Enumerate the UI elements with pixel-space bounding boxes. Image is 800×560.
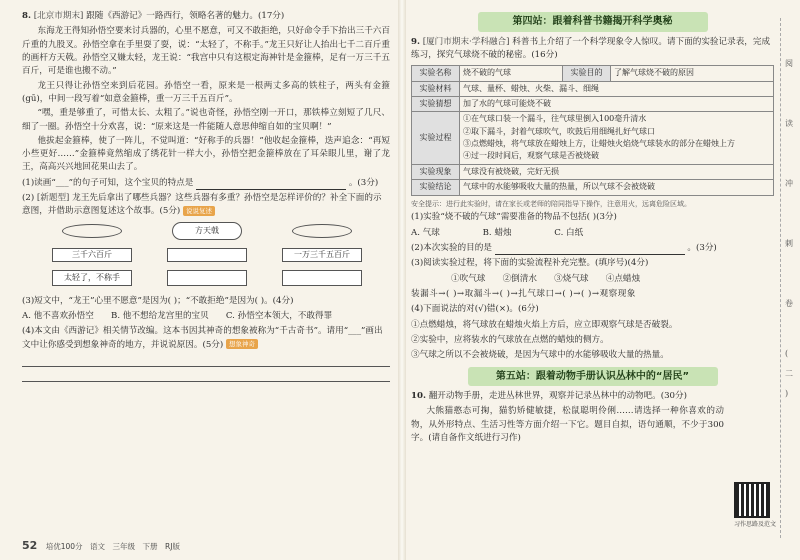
q9-3-flow: 装漏斗→( )→取漏斗→( )→扎气球口→( )→( )→观察现象	[411, 289, 636, 300]
side-tab: 阅 读 冲 刺 卷 ( 二 )	[780, 18, 798, 538]
q8-1: (1)读画“___”的句子可知，这个宝贝的特点是 。(3分)	[22, 177, 390, 190]
experiment-table: 实验名称 烧不破的气球 实验目的 了解气球烧不破的原因 实验材料 气球、量杯、蜡烛、火柴、漏斗、细绳 实验猜想 加了水的气球可能烧不破 实验过程 ①在气球口装一个漏斗，往气球里倒入100毫升清水 ②取下漏斗，封着气球吹气，吹鼓后用细绳扎好气球口 ③点燃蜡烛，将气球放在蜡烛上方，让蜡烛火焰烧气球装水的部分在蜡烛上方 ④过一段时间后，观察气球是否被烧破 实验现象 气球没有被烧破，完好无损 实验结论 气球中的水能够吸收大量的热量，所以气球不会被烧破	[411, 65, 774, 196]
q9-3-options: ①吹气球 ②倒清水 ③烧气球 ④点蜡烛	[451, 273, 641, 284]
q10-header: 10. 翻开动物手册，走进丛林世界，观察并记录丛林中的动物吧。(30分)	[411, 391, 687, 402]
diagram-right-top: 一万三千五百斤	[282, 248, 362, 262]
station-4-banner: 第四站：跟着科普书籍揭开科学奥秘	[478, 12, 708, 32]
diagram-right-bottom[interactable]	[282, 270, 362, 286]
q9-1: (1)实验“烧不破的气球”需要准备的物品不包括( )(3分)	[411, 212, 617, 223]
q8-3: (3)短文中，“龙王”心里不愿意”是因为( )；“不敢拒绝”是因为( )。(4分)	[22, 295, 294, 306]
process-cell: ①在气球口装一个漏斗，往气球里倒入100毫升清水 ②取下漏斗，封着气球吹气，吹鼓后用细绳扎好气球口 ③点燃蜡烛，将气球放在蜡烛上方，让蜡烛火焰烧气球装水的部分在蜡烛上方 ④过一段时间后，观察气球是否被烧破	[460, 112, 774, 165]
diagram-ellipse-right[interactable]	[292, 224, 352, 238]
diagram-mid-top[interactable]	[167, 248, 247, 262]
diagram-left-top: 三千六百斤	[52, 248, 132, 262]
q9-4-item-1: ①点燃蜡烛，将气球放在蜡烛火焰上方后，应立即观察气球是否破裂。	[411, 319, 678, 330]
page-footer: 52 培优100分 语文 三年级 下册 RJ版	[22, 538, 180, 552]
page-number: 52	[22, 538, 38, 552]
safety-note: 安全提示：进行此实验时，请在家长或老师的陪同指导下操作，注意用火，远离危险区域。	[411, 199, 691, 208]
q9-1-options: A. 气球 B. 蜡烛 C. 白纸	[411, 227, 584, 238]
q8-4: (4)本文由《西游记》相关情节改编。这本书因其神奇的想象被称为“千古奇书”。请用“___”画出文中让你感受到想象神奇的地方，并说说原因。(5分) 想象神奇	[22, 326, 383, 350]
answer-blank[interactable]	[495, 245, 685, 255]
diagram-mid-bottom[interactable]	[167, 270, 247, 286]
diagram-center: 方天戟	[172, 222, 242, 240]
q9-header: 9. [厦门市期末·学科融合] 科普书上介绍了一个科学现象令人惊叹。请下面的实验记录表，完成练习，探究气球烧不破的秘密。(16分)	[411, 36, 771, 60]
passage-para-3: “嘿，重是够重了，可惜太长、太粗了。”说也奇怪，孙悟空刚一开口，那铁棒立刻短了几尺、细了一圈。孙悟空十分欢喜，说：“原来这是一件能随人意思伸缩自如的宝贝啊！”	[22, 108, 390, 132]
station-5-banner: 第五站：跟着动物手册认识丛林中的“居民”	[468, 367, 718, 387]
q8-2: (2) [新题型] 龙王先后拿出了哪些兵器？这些兵器有多重？孙悟空是怎样评价的？补全下面的示意图，并借助示意图复述这个故事。(5分) 说说复述	[22, 193, 382, 217]
tag-badge: 说说复述	[183, 206, 215, 216]
diagram-left-bottom: 太轻了，不称手	[52, 270, 132, 286]
qr-caption: 习作思路及范文	[733, 521, 776, 528]
q9-3: (3)阅读实验过程，将下面的实验流程补充完整。(填序号)(4分)	[411, 258, 649, 269]
passage-para-1: 东海龙王得知孙悟空要来讨兵器的，心里不愿意，可又不敢拒绝，只好命令手下抬出三千六百斤重的九股叉。孙悟空拿在手里耍了耍，说：“太轻了，不称手。”龙王只好让人抬出七千二百斤重的画杆方天戟。孙悟空又嫌太轻，龙王说：“我宫中只有这根定海神针是金箍棒，足有一万三千五百斤，可是谁也搬不动。”	[22, 26, 390, 77]
answer-blank[interactable]	[196, 180, 346, 190]
answer-line-2[interactable]	[22, 369, 390, 382]
q8-3-options: A. 他不喜欢孙悟空 B. 他不想给龙宫里的宝贝 C. 孙悟空本领大，不敢得罪	[22, 311, 333, 321]
q9-4-item-2: ②实验中，应将装水的气球放在点燃的蜡烛的侧方。	[411, 334, 609, 345]
q9-4: (4)下面说法的对(√)错(×)。(6分)	[411, 304, 539, 315]
passage-para-2: 龙王只得让孙悟空来到后花园。孙悟空一看，原来是一根两丈多高的铁柱子，两头有金箍(gū)，中间一段写着“如意金箍棒，重一万三千五百斤”。	[22, 80, 390, 104]
story-diagram	[22, 222, 390, 292]
tag-badge: 想象神奇	[226, 339, 258, 349]
answer-line-1[interactable]	[22, 354, 390, 367]
diagram-ellipse-left[interactable]	[62, 224, 122, 238]
passage-para-4: 他拔起金箍棒，使了一阵儿，不觉叫道：“好称手的兵器！”他收起金箍棒，迭声追念：“再短小些更好……”金箍棒竟然缩成了绣花针一样大小，孙悟空把金箍棒放在了耳朵眼儿里，谢了龙王，高高兴兴地回花果山去了。	[22, 135, 390, 173]
q10-text: 大熊猫憨态可掬，猫豹矫健敏捷，松鼠聪明伶俐……请选择一种你喜欢的动物，从外形特点、生活习性等方面介绍一下它。题目自拟，语句通顺，不少于300字。(请自备作文纸进行习作)	[411, 406, 724, 444]
right-page	[405, 0, 800, 560]
q9-4-item-3: ③气球之所以不会被烧破，是因为气球中的水能够吸收大量的热量。	[411, 350, 669, 361]
q8-header: 8. [北京市期末] 跟随《西游记》一路西行，领略名著的魅力。(17分)	[22, 11, 285, 21]
qr-code-icon[interactable]	[734, 482, 770, 518]
q9-2: (2)本次实验的目的是 。(3分)	[411, 242, 774, 255]
